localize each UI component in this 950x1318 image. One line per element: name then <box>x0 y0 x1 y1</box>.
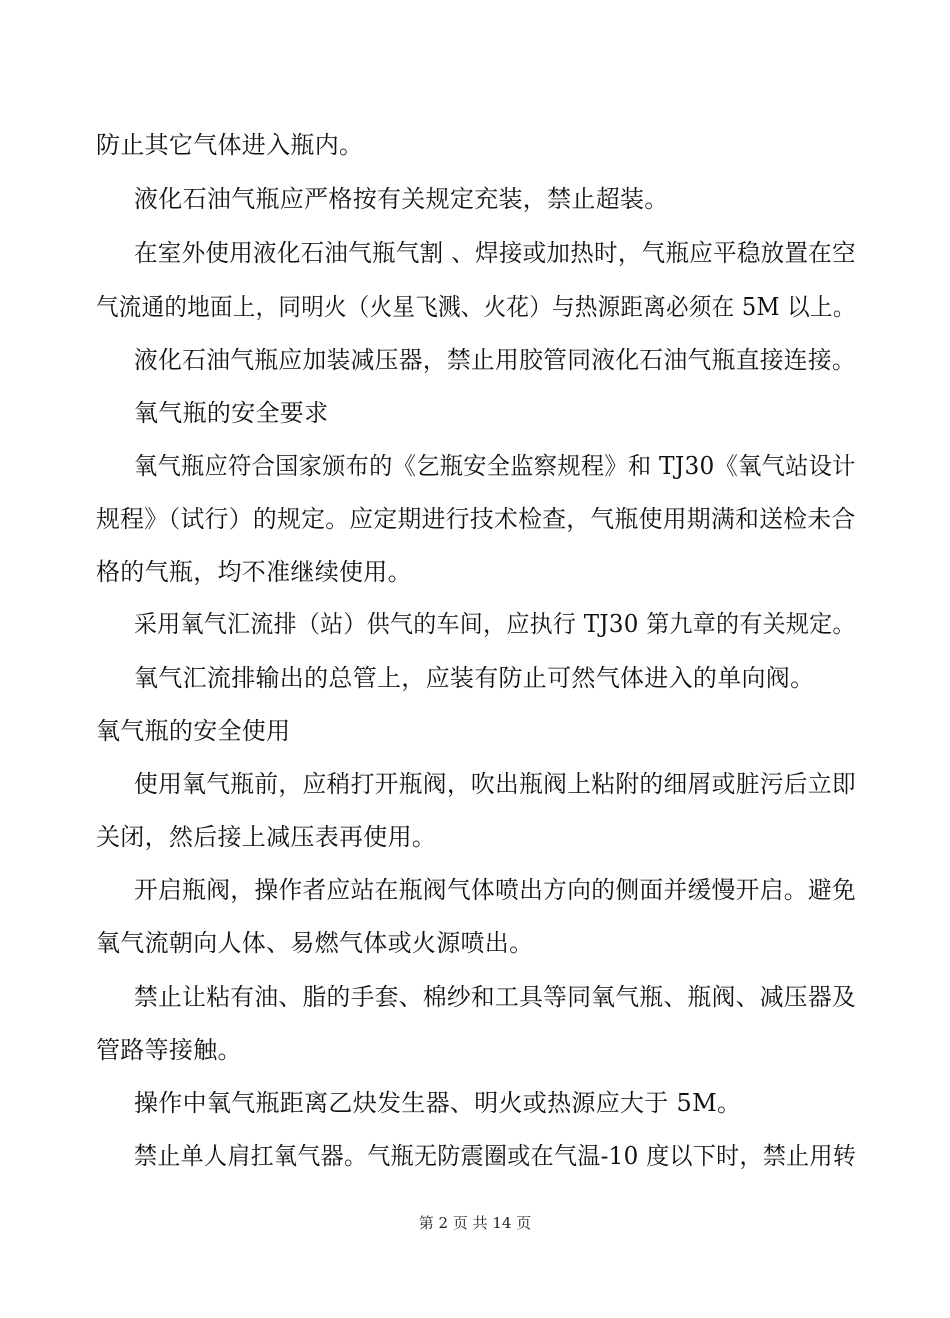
text-line: 禁止单人肩扛氧气器。气瓶无防震圈或在气温-10 度以下时，禁止用转 <box>134 1142 857 1170</box>
text-line: 管路等接触。 <box>96 1036 242 1064</box>
section-heading: 氧气瓶的安全使用 <box>96 717 291 745</box>
text-line: 气流通的地面上，同明火（火星飞溅、火花）与热源距离必须在 5M 以上。 <box>96 293 856 321</box>
page-number-footer: 第 2 页 共 14 页 <box>418 1214 532 1232</box>
text-line: 操作中氧气瓶距离乙炔发生器、明火或热源应大于 5M。 <box>134 1089 742 1117</box>
text-line: 开启瓶阀，操作者应站在瓶阀气体喷出方向的侧面并缓慢开启。避免 <box>134 876 857 904</box>
text-line: 液化石油气瓶应加装减压器，禁止用胶管同液化石油气瓶直接连接。 <box>134 346 857 374</box>
text-line: 禁止让粘有油、脂的手套、棉纱和工具等同氧气瓶、瓶阀、减压器及 <box>134 983 857 1011</box>
text-line: 规程》（试行）的规定。应定期进行技术检查，气瓶使用期满和送检未合 <box>96 505 856 533</box>
text-line: 液化石油气瓶应严格按有关规定充装，禁止超装。 <box>134 185 669 213</box>
text-line: 氧气流朝向人体、易燃气体或火源喷出。 <box>96 929 534 957</box>
text-line: 在室外使用液化石油气瓶气割 、焊接或加热时，气瓶应平稳放置在空 <box>134 239 856 267</box>
text-line: 格的气瓶，均不准继续使用。 <box>96 558 412 586</box>
text-line: 防止其它气体进入瓶内。 <box>96 131 364 159</box>
text-line: 氧气汇流排输出的总管上，应装有防止可然气体进入的单向阀。 <box>134 664 815 692</box>
text-line: 关闭，然后接上减压表再使用。 <box>96 823 437 851</box>
text-line: 使用氧气瓶前，应稍打开瓶阀，吹出瓶阀上粘附的细屑或脏污后立即 <box>134 770 857 798</box>
text-line: 采用氧气汇流排（站）供气的车间，应执行 TJ30 第九章的有关规定。 <box>134 610 856 638</box>
text-line: 氧气瓶应符合国家颁布的《乞瓶安全监察规程》和 TJ30《氧气站设计 <box>134 452 856 480</box>
section-heading: 氧气瓶的安全要求 <box>134 399 329 427</box>
